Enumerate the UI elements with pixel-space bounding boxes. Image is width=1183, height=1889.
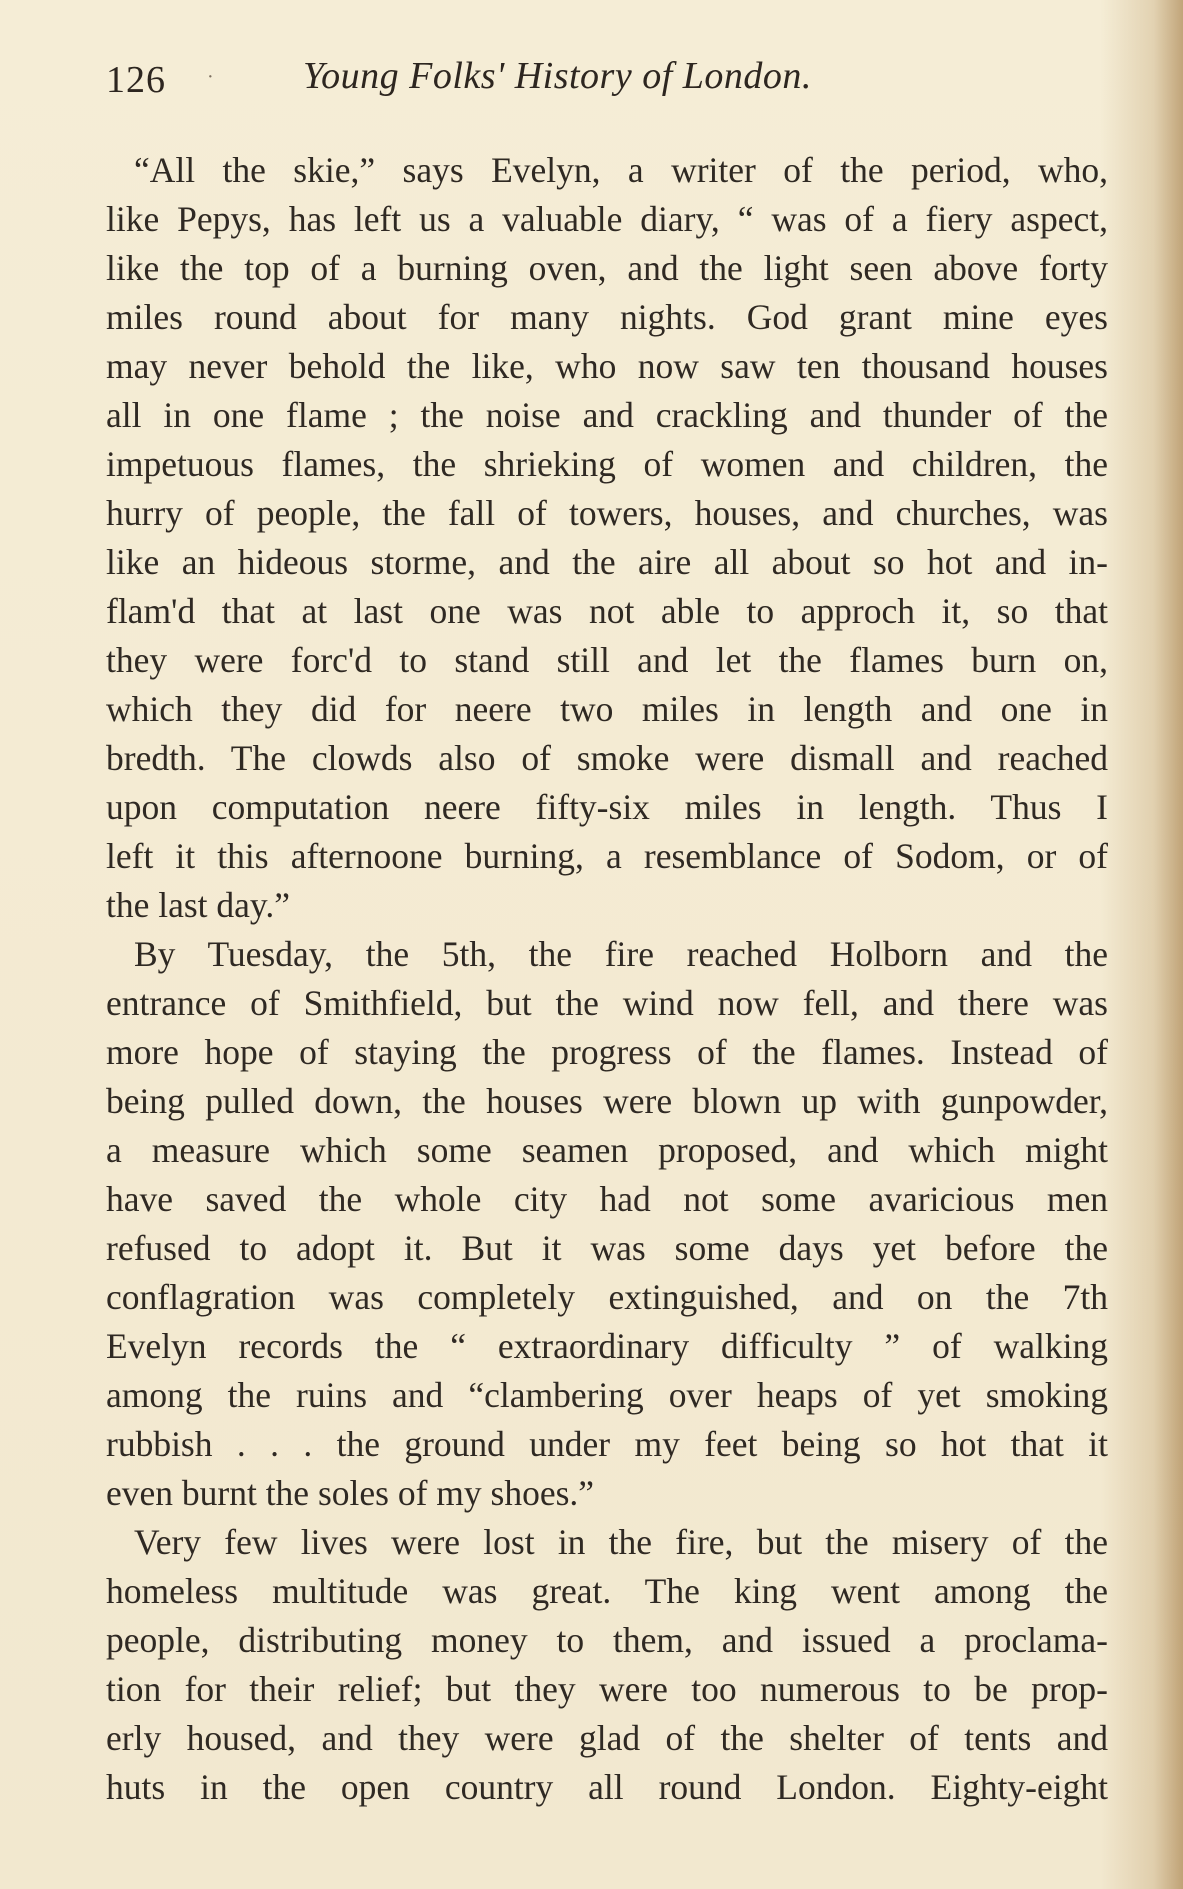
text-line: impetuous flames, the shrieking of women and children, the (106, 444, 1108, 484)
text-line: have saved the whole city had not some avaricious men (106, 1179, 1108, 1219)
text-line: conflagration was completely extinguished, and on the 7th (106, 1277, 1108, 1317)
paragraph-1 (106, 146, 1108, 930)
text-line: homeless multitude was great. The king went among the (106, 1571, 1108, 1611)
running-head (106, 54, 1106, 114)
page-number: 126 (106, 59, 166, 101)
paragraph-3 (106, 1518, 1108, 1812)
text-line: rubbish . . . the ground under my feet being so hot that it (106, 1424, 1108, 1464)
text-line: all in one flame ; the noise and crackling and thunder of the (106, 395, 1108, 435)
text-line: like Pepys, has left us a valuable diary, “ was of a fiery aspect, (106, 199, 1108, 239)
text-line: flam'd that at last one was not able to approch it, so that (106, 591, 1108, 631)
text-line: miles round about for many nights. God grant mine eyes (106, 297, 1108, 337)
book-title: Young Folks' History of London. (303, 55, 812, 97)
text-line: may never behold the like, who now saw ten thousand houses (106, 346, 1108, 386)
text-line: entrance of Smithfield, but the wind now fell, and there was (106, 983, 1108, 1023)
text-line: people, distributing money to them, and issued a proclama- (106, 1620, 1108, 1660)
text-line: the last day.” (106, 885, 291, 925)
text-line: huts in the open country all round London. Eighty-eight (106, 1767, 1108, 1807)
text-line: even burnt the soles of my shoes.” (106, 1473, 595, 1513)
header-separator: · (207, 66, 214, 88)
paragraph-2 (106, 930, 1108, 1518)
text-line: bredth. The clowds also of smoke were dismall and reached (106, 738, 1108, 778)
text-line: Evelyn records the “ extraordinary difficulty ” of walking (106, 1326, 1108, 1366)
text-line: erly housed, and they were glad of the shelter of tents and (106, 1718, 1108, 1758)
text-line: tion for their relief; but they were too numerous to be prop- (106, 1669, 1108, 1709)
text-line: they were forc'd to stand still and let the flames burn on, (106, 640, 1108, 680)
text-line: By Tuesday, the 5th, the fire reached Holborn and the (134, 934, 1108, 974)
body-text (106, 146, 1108, 1812)
text-line: like an hideous storme, and the aire all about so hot and in- (106, 542, 1108, 582)
text-line: among the ruins and “clambering over heaps of yet smoking (106, 1375, 1108, 1415)
text-line: hurry of people, the fall of towers, houses, and churches, was (106, 493, 1108, 533)
text-line: being pulled down, the houses were blown up with gunpowder, (106, 1081, 1108, 1121)
text-line: left it this afternoone burning, a resemblance of Sodom, or of (106, 836, 1108, 876)
text-line: refused to adopt it. But it was some days yet before the (106, 1228, 1108, 1268)
text-line: upon computation neere fifty-six miles in length. Thus I (106, 787, 1108, 827)
text-line: more hope of staying the progress of the flames. Instead of (106, 1032, 1108, 1072)
text-line: a measure which some seamen proposed, and which might (106, 1130, 1108, 1170)
text-line: Very few lives were lost in the fire, but the misery of the (134, 1522, 1108, 1562)
text-line: like the top of a burning oven, and the light seen above forty (106, 248, 1108, 288)
text-line: “All the skie,” says Evelyn, a writer of the period, who, (134, 150, 1108, 190)
text-line: which they did for neere two miles in length and one in (106, 689, 1108, 729)
